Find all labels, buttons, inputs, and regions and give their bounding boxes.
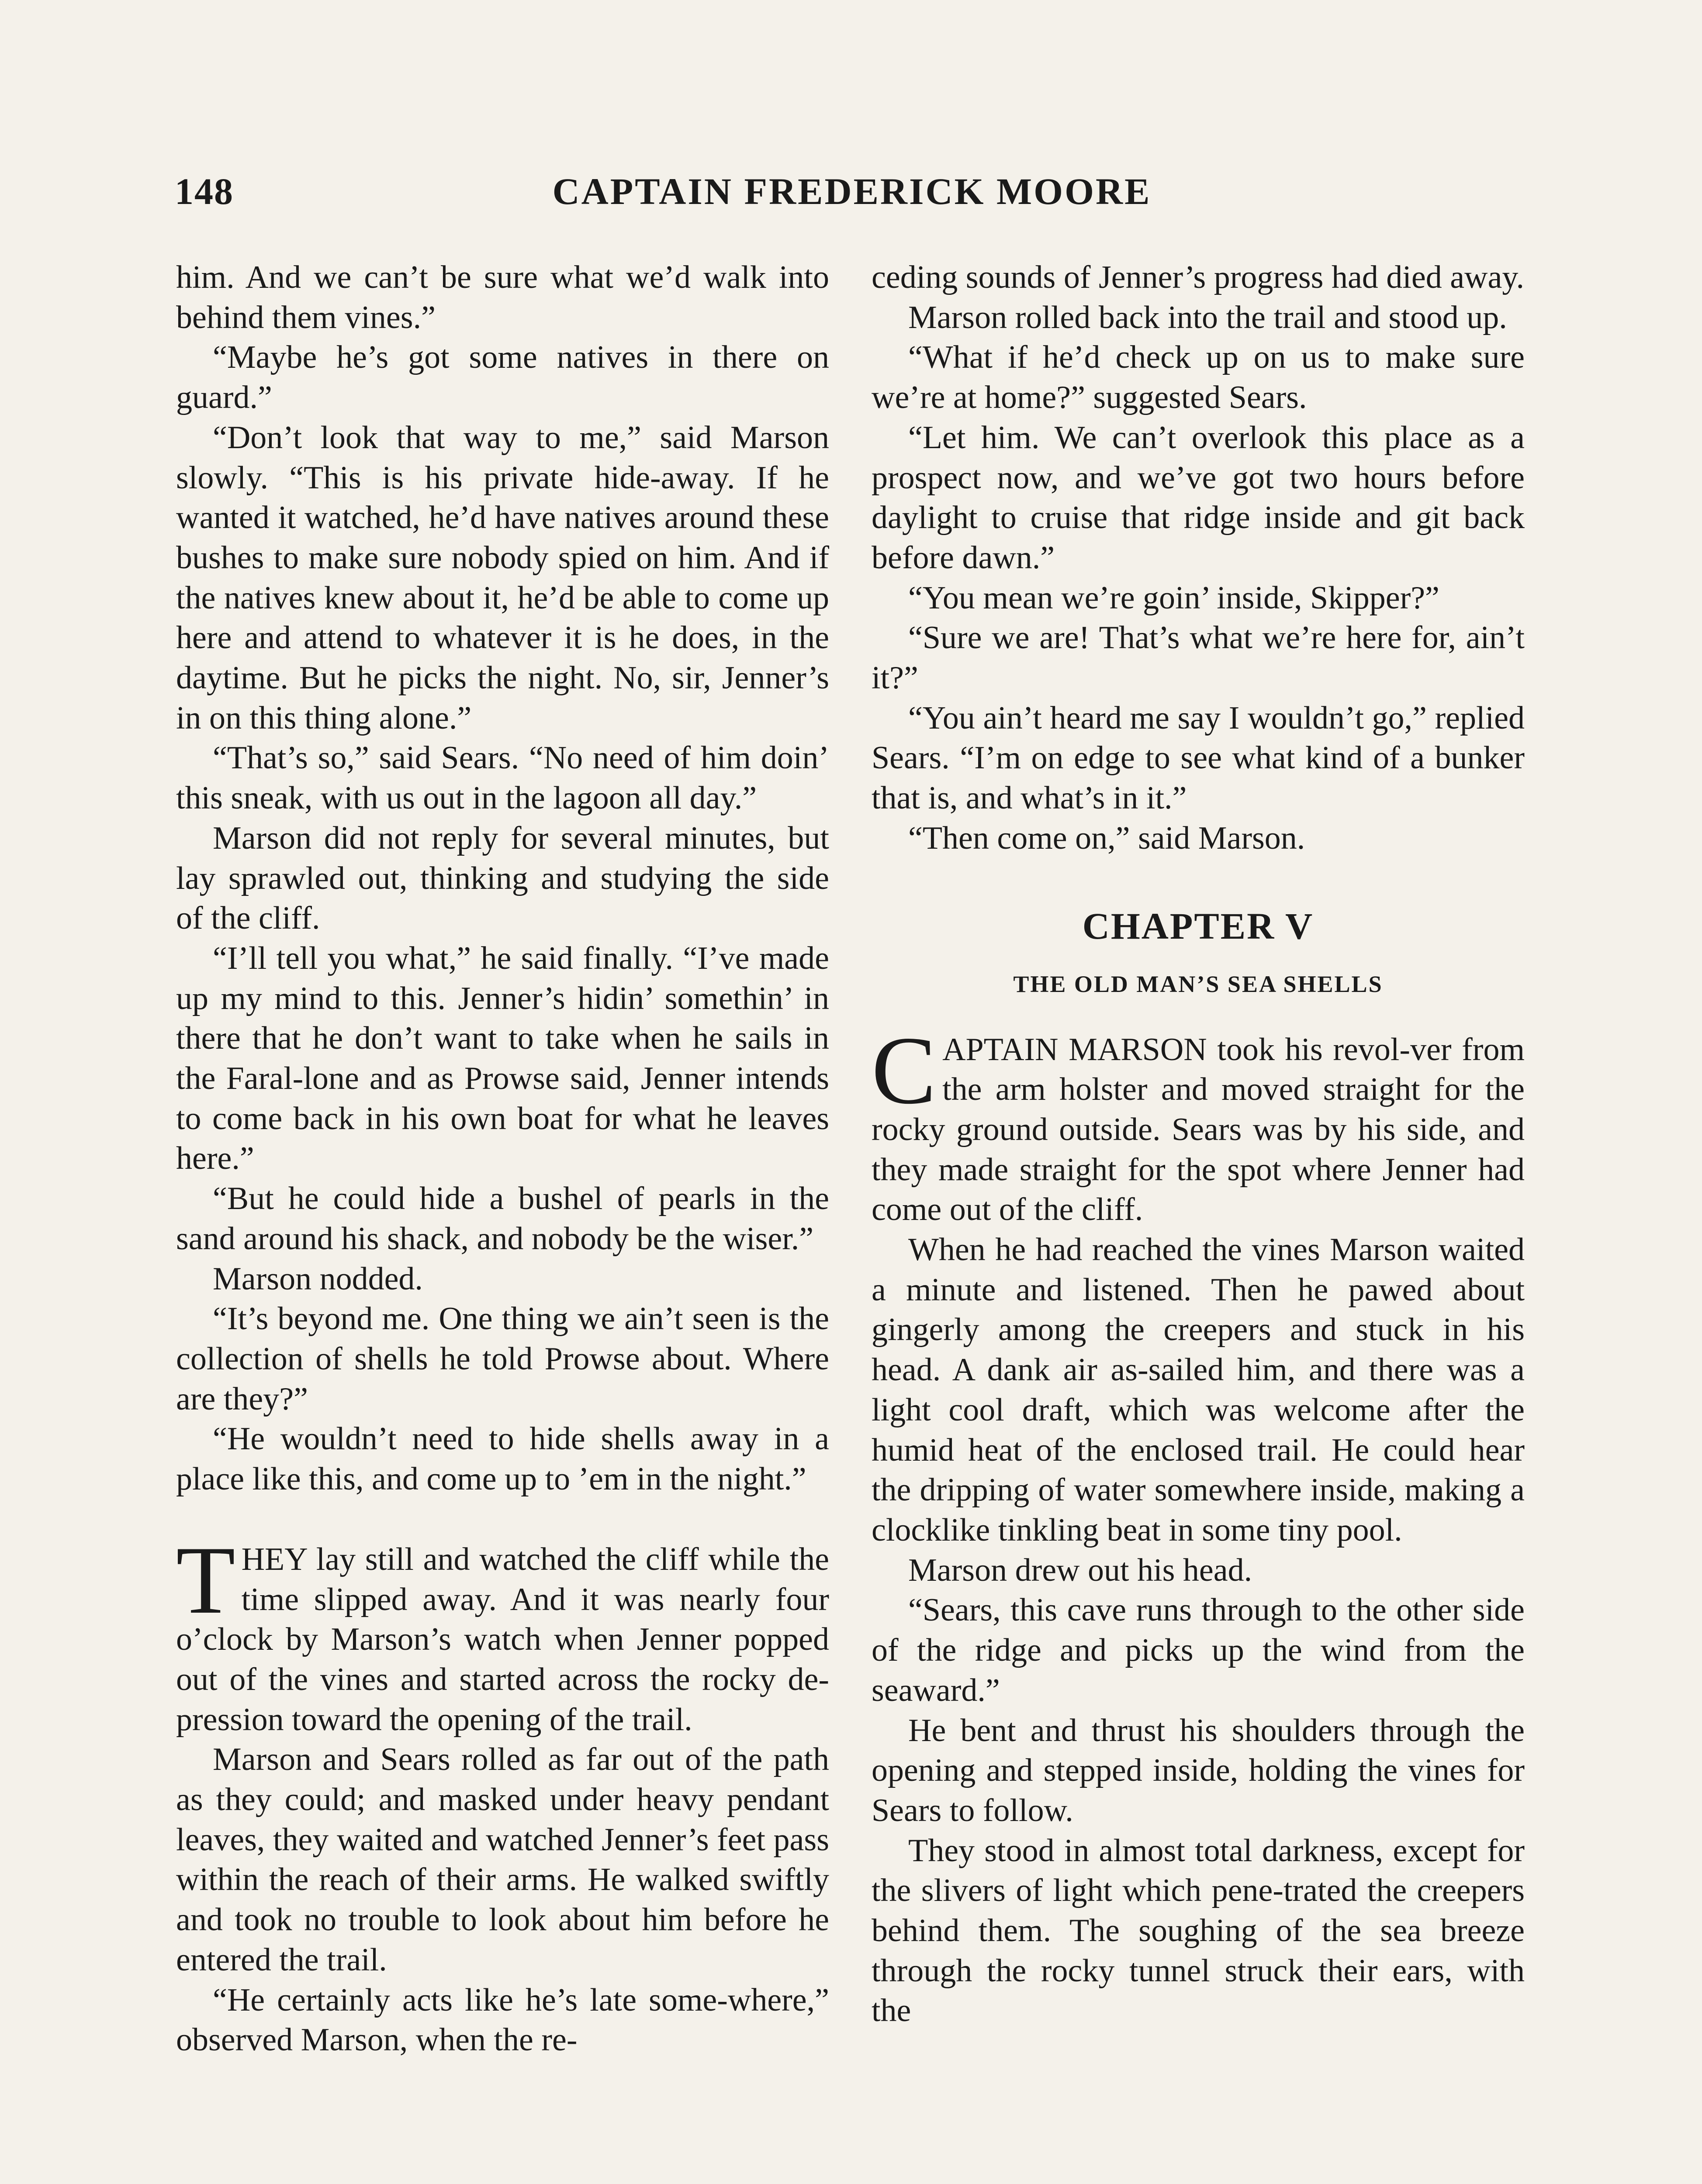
paragraph: “Sears, this cave runs through to the other side of the ridge and picks up the wind from the seaward.”: [872, 1592, 1525, 1708]
chapter-title: CHAPTER V: [1082, 905, 1314, 947]
drop-cap: C: [872, 1016, 937, 1124]
paragraph: “Let him. We can’t overlook this place as a prospect now, and we’ve got two hours before daylight to cruise that ridge inside and git back before dawn.”: [872, 419, 1525, 576]
paragraph-lead: APTAIN MARSON took his revol-ver from the arm holster and moved straight for the rocky ground outside. Sears was by his side, and they made straight for the spot where Jenner had come out of the cliff.: [872, 1031, 1525, 1228]
paragraph: “I’ll tell you what,” he said finally. “I’ve made up my mind to this. Jenner’s hidin’ somethin’ in there that he don’t want to take when he sails in the Faral-lone and as Prowse said, Jenner intends to come back in his own boat for what he leaves here.”: [176, 940, 829, 1177]
section-break: [176, 1500, 829, 1540]
page-number: 148: [175, 170, 234, 212]
paragraph: “Sure we are! That’s what we’re here for, ain’t it?”: [872, 620, 1525, 696]
running-title: CAPTAIN FREDERICK MOORE: [552, 170, 1152, 212]
paragraph: “Don’t look that way to me,” said Marson slowly. “This is his private hide-away. If he wanted it watched, he’d have natives around these bushes to make sure nobody spied on him. And if the natives knew about it, he’d be able to come up here and attend to whatever it is he does, in the daytime. But he picks the night. No, sir, Jenner’s in on this thing alone.”: [176, 419, 829, 736]
page-header: [175, 169, 1529, 218]
paragraph: Marson did not reply for several minutes, but lay sprawled out, thinking and studying the side of the cliff.: [176, 820, 829, 936]
left-column: [176, 258, 829, 2060]
paragraph: “But he could hide a bushel of pearls in the sand around his shack, and nobody be the wiser.”: [176, 1181, 829, 1257]
paragraph: ceding sounds of Jenner’s progress had died away.: [872, 259, 1525, 295]
paragraph-lead: HEY lay still and watched the cliff while the time slipped away. And it was nearly four o’clock by Marson’s watch when Jenner popped out of the vines and started across the rocky de-pression toward the opening of the trail.: [176, 1541, 829, 1738]
paragraph: him. And we can’t be sure what we’d walk into behind them vines.”: [176, 259, 829, 335]
paragraph: Marson and Sears rolled as far out of the path as they could; and masked under heavy pendant leaves, they waited and watched Jenner’s feet pass within the reach of their arms. He walked swiftly and took no trouble to look about him before he entered the trail.: [176, 1742, 829, 1978]
paragraph: “It’s beyond me. One thing we ain’t seen is the collection of shells he told Prowse about. Where are they?”: [176, 1301, 829, 1417]
paragraph: “He wouldn’t need to hide shells away in a place like this, and come up to ’em in the night.”: [176, 1421, 829, 1497]
drop-cap: T: [176, 1526, 235, 1634]
paragraph: Marson drew out his head.: [908, 1552, 1252, 1588]
paragraph: “Maybe he’s got some natives in there on guard.”: [176, 339, 829, 416]
chapter-subtitle: THE OLD MAN’S SEA SHELLS: [1013, 971, 1383, 997]
paragraph: Marson rolled back into the trail and stood up.: [908, 299, 1507, 335]
paragraph: “You ain’t heard me say I wouldn’t go,” replied Sears. “I’m on edge to see what kind of a bunker that is, and what’s in it.”: [872, 700, 1525, 816]
paragraph: “That’s so,” said Sears. “No need of him doin’ this sneak, with us out in the lagoon all day.”: [176, 740, 829, 816]
paragraph: He bent and thrust his shoulders through the opening and stepped inside, holding the vines for Sears to follow.: [872, 1712, 1525, 1828]
right-column: [872, 258, 1525, 2031]
paragraph: “You mean we’re goin’ inside, Skipper?”: [908, 580, 1439, 616]
paragraph: When he had reached the vines Marson waited a minute and listened. Then he pawed about gingerly among the creepers and stuck in his head. A dank air as-sailed him, and there was a light cool draft, which was welcome after the humid heat of the enclosed trail. He could hear the dripping of water somewhere inside, making a clocklike tinkling beat in some tiny pool.: [872, 1232, 1525, 1548]
paragraph: Marson nodded.: [213, 1261, 423, 1297]
paragraph: “What if he’d check up on us to make sure we’re at home?” suggested Sears.: [872, 339, 1525, 416]
dropcap-paragraph: [176, 1526, 829, 1740]
paragraph: They stood in almost total darkness, except for the slivers of light which pene-trated the creepers behind them. The soughing of the sea breeze through the rocky tunnel struck their ears, with the: [872, 1832, 1525, 2029]
paragraph: “Then come on,” said Marson.: [908, 820, 1305, 856]
paragraph: “He certainly acts like he’s late some-where,” observed Marson, when the re-: [176, 1982, 829, 2058]
dropcap-paragraph: [872, 1016, 1525, 1230]
